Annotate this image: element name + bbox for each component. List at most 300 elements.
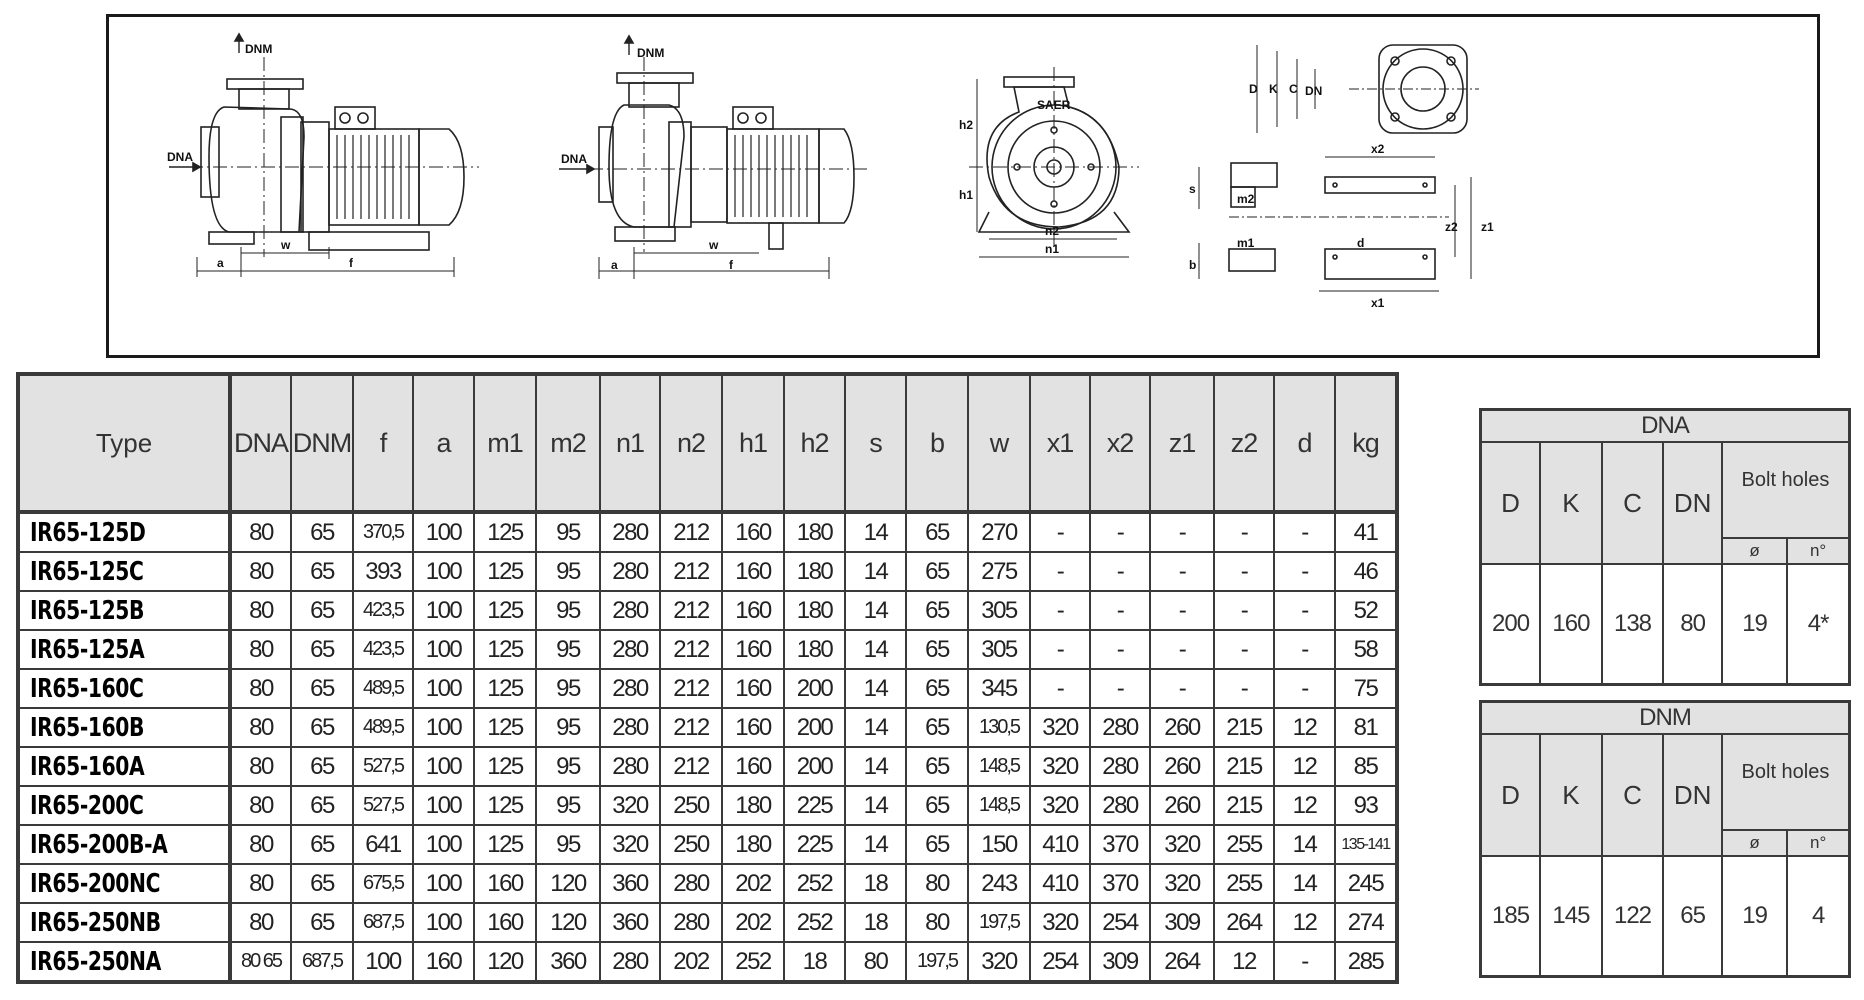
cell-n2: 202 <box>660 942 722 982</box>
cell-b: 65 <box>906 669 968 708</box>
dna-label-1: DNA <box>167 150 193 164</box>
cell-n1: 280 <box>600 747 660 786</box>
cell-kg: 93 <box>1335 786 1397 825</box>
cell-h2: 225 <box>784 786 845 825</box>
cell-m2: 95 <box>536 630 600 669</box>
cell-kg: 41 <box>1335 512 1397 552</box>
dna-col-DN: DN <box>1663 442 1722 564</box>
dnm-label-1: DNM <box>245 42 273 56</box>
cell-x2: 370 <box>1090 825 1150 864</box>
cell-d: 12 <box>1274 903 1335 942</box>
cell-w: 270 <box>968 512 1030 552</box>
cell-d: 12 <box>1274 708 1335 747</box>
pump-type-label: IR65-250NB <box>30 907 161 938</box>
cell-z1: 260 <box>1150 708 1214 747</box>
cell-f: 675,5 <box>353 864 413 903</box>
cell-w: 305 <box>968 591 1030 630</box>
cell-dna: 80 <box>230 708 291 747</box>
dna-value-C: 138 <box>1602 564 1664 685</box>
cell-b: 65 <box>906 825 968 864</box>
dna-bolt-diameter-header: ø <box>1722 538 1787 564</box>
cell-a: 100 <box>413 903 474 942</box>
cell-m1: 125 <box>474 669 536 708</box>
table-header-row <box>18 374 1397 512</box>
cell-m2: 120 <box>536 864 600 903</box>
cell-m1: 125 <box>474 512 536 552</box>
cell-s: 14 <box>845 630 906 669</box>
cell-m2: 95 <box>536 669 600 708</box>
cell-f: 423,5 <box>353 591 413 630</box>
col-header-kg: kg <box>1335 374 1397 512</box>
dna-value-bolt-count: 4* <box>1787 564 1849 685</box>
cell-a: 100 <box>413 669 474 708</box>
cell-n2: 280 <box>660 903 722 942</box>
pump-type-cell <box>18 747 230 786</box>
col-header-n1: n1 <box>600 374 660 512</box>
pump-type-label: IR65-160C <box>30 673 144 704</box>
cell-x2: 280 <box>1090 708 1150 747</box>
cell-x1: - <box>1030 669 1090 708</box>
cell-n1: 360 <box>600 864 660 903</box>
dna-flange-table <box>1479 408 1851 686</box>
cell-b: 80 <box>906 903 968 942</box>
dna-value-DN: 80 <box>1663 564 1722 685</box>
cell-n1: 280 <box>600 630 660 669</box>
cell-dnm: 65 <box>291 512 353 552</box>
cell-x1: 320 <box>1030 708 1090 747</box>
dim-h2: h2 <box>959 118 974 132</box>
cell-x2: 280 <box>1090 786 1150 825</box>
dna-col-D: D <box>1481 442 1541 564</box>
cell-a: 100 <box>413 747 474 786</box>
dim-DN: DN <box>1305 84 1323 98</box>
pump-type-cell <box>18 708 230 747</box>
cell-s: 14 <box>845 512 906 552</box>
cell-m2: 95 <box>536 825 600 864</box>
cell-d: 14 <box>1274 825 1335 864</box>
col-header-h2: h2 <box>784 374 845 512</box>
pump-type-cell <box>18 864 230 903</box>
dnm-value-bolt-diameter: 19 <box>1722 856 1787 977</box>
dim-m1: m1 <box>1237 236 1255 250</box>
cell-dnm: 65 <box>291 708 353 747</box>
cell-z2: - <box>1214 630 1274 669</box>
cell-n1: 360 <box>600 903 660 942</box>
cell-a: 100 <box>413 552 474 591</box>
pump-type-label: IR65-125A <box>30 634 145 665</box>
cell-s: 14 <box>845 786 906 825</box>
cell-dnm: 65 <box>291 591 353 630</box>
cell-h2: 180 <box>784 630 845 669</box>
cell-f: 527,5 <box>353 747 413 786</box>
cell-x1: 254 <box>1030 942 1090 982</box>
pump-type-cell <box>18 825 230 864</box>
cell-dnm: 65 <box>291 864 353 903</box>
pump-type-label: IR65-160B <box>30 712 145 743</box>
cell-n2: 250 <box>660 825 722 864</box>
cell-x2: - <box>1090 630 1150 669</box>
cell-x2: 254 <box>1090 903 1150 942</box>
cell-a: 100 <box>413 630 474 669</box>
cell-d: - <box>1274 512 1335 552</box>
cell-m2: 95 <box>536 708 600 747</box>
cell-z2: 215 <box>1214 708 1274 747</box>
cell-dnm: 65 <box>291 552 353 591</box>
cell-n2: 212 <box>660 669 722 708</box>
dim-a-1: a <box>217 256 224 270</box>
dim-x2: x2 <box>1371 142 1385 156</box>
cell-w: 150 <box>968 825 1030 864</box>
cell-z1: - <box>1150 591 1214 630</box>
cell-n1: 320 <box>600 786 660 825</box>
cell-d: - <box>1274 630 1335 669</box>
cell-h2: 200 <box>784 708 845 747</box>
technical-drawing-panel <box>106 14 1820 358</box>
cell-d: - <box>1274 552 1335 591</box>
cell-a: 100 <box>413 708 474 747</box>
table-row <box>18 942 1397 982</box>
cell-x1: 320 <box>1030 903 1090 942</box>
cell-f: 687,5 <box>353 903 413 942</box>
cell-h2: 180 <box>784 591 845 630</box>
cell-n2: 212 <box>660 552 722 591</box>
dim-m2: m2 <box>1237 192 1255 206</box>
cell-a: 100 <box>413 786 474 825</box>
dim-w-1: w <box>281 238 291 252</box>
pump-type-cell <box>18 942 230 982</box>
cell-d: - <box>1274 669 1335 708</box>
cell-w: 345 <box>968 669 1030 708</box>
cell-b: 65 <box>906 708 968 747</box>
cell-h2: 180 <box>784 552 845 591</box>
cell-z1: 264 <box>1150 942 1214 982</box>
cell-dnm: 65 <box>291 903 353 942</box>
cell-b: 65 <box>906 512 968 552</box>
cell-x2: - <box>1090 552 1150 591</box>
cell-z1: - <box>1150 669 1214 708</box>
cell-h1: 180 <box>722 786 784 825</box>
cell-x1: 410 <box>1030 864 1090 903</box>
dim-w-2: w <box>709 238 719 252</box>
cell-dna: 80 <box>230 630 291 669</box>
table-row <box>18 708 1397 747</box>
dna-value-D: 200 <box>1481 564 1541 685</box>
dna-values-row <box>1481 564 1850 685</box>
cell-m2: 95 <box>536 591 600 630</box>
col-header-d: d <box>1274 374 1335 512</box>
cell-z1: - <box>1150 630 1214 669</box>
cell-b: 197,5 <box>906 942 968 982</box>
cell-h1: 160 <box>722 669 784 708</box>
saer-mark: SAER <box>1037 98 1071 112</box>
cell-h2: 200 <box>784 669 845 708</box>
cell-dnm: 65 <box>291 786 353 825</box>
cell-kg: 85 <box>1335 747 1397 786</box>
cell-x2: 370 <box>1090 864 1150 903</box>
cell-m2: 95 <box>536 786 600 825</box>
cell-n1: 280 <box>600 669 660 708</box>
cell-x1: - <box>1030 552 1090 591</box>
cell-dna: 80 <box>230 903 291 942</box>
cell-h2: 180 <box>784 512 845 552</box>
dna-bolt-holes-header: Bolt holes <box>1722 442 1850 538</box>
col-header-dnm: DNM <box>291 374 353 512</box>
cell-m1: 160 <box>474 903 536 942</box>
dnm-table-title: DNM <box>1481 702 1850 735</box>
dnm-col-K: K <box>1540 734 1602 856</box>
dnm-value-K: 145 <box>1540 856 1602 977</box>
cell-x1: - <box>1030 512 1090 552</box>
cell-m2: 95 <box>536 552 600 591</box>
cell-f: 393 <box>353 552 413 591</box>
cell-m2: 120 <box>536 903 600 942</box>
cell-dna: 80 <box>230 786 291 825</box>
cell-m2: 95 <box>536 747 600 786</box>
cell-m2: 95 <box>536 512 600 552</box>
table-row <box>18 669 1397 708</box>
pump-type-label: IR65-160A <box>30 751 145 782</box>
cell-z2: 255 <box>1214 825 1274 864</box>
cell-z1: - <box>1150 512 1214 552</box>
cell-b: 65 <box>906 786 968 825</box>
pump-dimension-drawings <box>109 17 1817 355</box>
cell-x1: - <box>1030 591 1090 630</box>
pump-type-label: IR65-125B <box>30 595 145 626</box>
cell-h1: 252 <box>722 942 784 982</box>
dim-h1: h1 <box>959 188 974 202</box>
cell-x2: 280 <box>1090 747 1150 786</box>
cell-z2: - <box>1214 591 1274 630</box>
cell-m1: 125 <box>474 591 536 630</box>
dnm-bolt-count-header: n° <box>1787 830 1849 856</box>
cell-x2: 309 <box>1090 942 1150 982</box>
pump-dimensions-table <box>16 372 1399 984</box>
table-row <box>18 591 1397 630</box>
cell-h1: 160 <box>722 552 784 591</box>
cell-w: 148,5 <box>968 747 1030 786</box>
dnm-flange-table <box>1479 700 1851 978</box>
cell-w: 130,5 <box>968 708 1030 747</box>
dim-f-1: f <box>349 256 353 270</box>
col-header-dna: DNA <box>230 374 291 512</box>
dim-D: D <box>1249 82 1258 96</box>
cell-dna: 80 <box>230 864 291 903</box>
cell-kg: 75 <box>1335 669 1397 708</box>
cell-n2: 212 <box>660 591 722 630</box>
cell-h1: 160 <box>722 630 784 669</box>
cell-n1: 280 <box>600 512 660 552</box>
col-header-x1: x1 <box>1030 374 1090 512</box>
cell-kg: 81 <box>1335 708 1397 747</box>
dim-s: s <box>1189 182 1196 196</box>
col-header-b: b <box>906 374 968 512</box>
dna-label-2: DNA <box>561 152 587 166</box>
dim-a-2: a <box>611 258 618 272</box>
cell-w: 148,5 <box>968 786 1030 825</box>
cell-b: 65 <box>906 591 968 630</box>
col-header-m1: m1 <box>474 374 536 512</box>
cell-h2: 252 <box>784 903 845 942</box>
cell-d: 14 <box>1274 864 1335 903</box>
dnm-value-D: 185 <box>1481 856 1541 977</box>
cell-n2: 212 <box>660 512 722 552</box>
pump-type-cell <box>18 552 230 591</box>
dna-bolt-count-header: n° <box>1787 538 1849 564</box>
cell-n1: 320 <box>600 825 660 864</box>
cell-f: 370,5 <box>353 512 413 552</box>
col-header-a: a <box>413 374 474 512</box>
dim-C: C <box>1289 82 1298 96</box>
cell-z2: 215 <box>1214 786 1274 825</box>
cell-s: 14 <box>845 825 906 864</box>
pump-type-label: IR65-125D <box>30 517 146 548</box>
table-row <box>18 747 1397 786</box>
cell-b: 65 <box>906 747 968 786</box>
dim-f-2: f <box>729 258 733 272</box>
cell-h1: 180 <box>722 825 784 864</box>
col-header-h1: h1 <box>722 374 784 512</box>
cell-z1: 320 <box>1150 864 1214 903</box>
dnm-values-row <box>1481 856 1850 977</box>
table-row <box>18 825 1397 864</box>
dnm-value-DN: 65 <box>1663 856 1722 977</box>
cell-h1: 160 <box>722 512 784 552</box>
cell-a: 100 <box>413 825 474 864</box>
cell-a: 100 <box>413 864 474 903</box>
cell-w: 197,5 <box>968 903 1030 942</box>
cell-a: 160 <box>413 942 474 982</box>
cell-s: 14 <box>845 552 906 591</box>
cell-s: 14 <box>845 591 906 630</box>
table-row <box>18 786 1397 825</box>
col-header-z2: z2 <box>1214 374 1274 512</box>
cell-h1: 160 <box>722 591 784 630</box>
cell-f: 489,5 <box>353 708 413 747</box>
cell-b: 65 <box>906 630 968 669</box>
col-header-s: s <box>845 374 906 512</box>
cell-dna: 80 <box>230 747 291 786</box>
cell-h2: 252 <box>784 864 845 903</box>
pump-type-cell <box>18 786 230 825</box>
cell-d: 12 <box>1274 747 1335 786</box>
cell-z1: 260 <box>1150 747 1214 786</box>
cell-dnm: 65 <box>291 630 353 669</box>
dna-col-K: K <box>1540 442 1602 564</box>
pump-type-label: IR65-200C <box>30 790 144 821</box>
dnm-col-DN: DN <box>1663 734 1722 856</box>
cell-d: - <box>1274 591 1335 630</box>
dnm-bolt-holes-header: Bolt holes <box>1722 734 1850 830</box>
cell-m1: 120 <box>474 942 536 982</box>
dna-table-title: DNA <box>1481 410 1850 443</box>
cell-d: - <box>1274 942 1335 982</box>
pump-type-cell <box>18 630 230 669</box>
cell-b: 80 <box>906 864 968 903</box>
cell-n1: 280 <box>600 708 660 747</box>
cell-z1: 320 <box>1150 825 1214 864</box>
cell-s: 14 <box>845 669 906 708</box>
cell-s: 14 <box>845 747 906 786</box>
cell-n2: 250 <box>660 786 722 825</box>
cell-kg: 58 <box>1335 630 1397 669</box>
dim-K: K <box>1269 82 1278 96</box>
cell-m2: 360 <box>536 942 600 982</box>
table-row <box>18 630 1397 669</box>
pump-type-cell <box>18 591 230 630</box>
col-header-n2: n2 <box>660 374 722 512</box>
pump-type-cell <box>18 903 230 942</box>
dnm-value-C: 122 <box>1602 856 1664 977</box>
pump-type-cell <box>18 512 230 552</box>
cell-s: 18 <box>845 903 906 942</box>
cell-n1: 280 <box>600 942 660 982</box>
pump-type-label: IR65-125C <box>30 556 144 587</box>
cell-m1: 160 <box>474 864 536 903</box>
cell-z1: - <box>1150 552 1214 591</box>
pump-type-label: IR65-200B-A <box>30 829 168 860</box>
cell-m1: 125 <box>474 708 536 747</box>
dna-value-K: 160 <box>1540 564 1602 685</box>
cell-a: 100 <box>413 512 474 552</box>
cell-z2: 255 <box>1214 864 1274 903</box>
dna-value-bolt-diameter: 19 <box>1722 564 1787 685</box>
cell-h2: 18 <box>784 942 845 982</box>
cell-f: 423,5 <box>353 630 413 669</box>
cell-h2: 225 <box>784 825 845 864</box>
dim-n2: n2 <box>1045 224 1060 238</box>
cell-kg: 46 <box>1335 552 1397 591</box>
cell-dna: 80 65 <box>230 942 291 982</box>
cell-dnm: 687,5 <box>291 942 353 982</box>
cell-n2: 212 <box>660 747 722 786</box>
cell-dna: 80 <box>230 512 291 552</box>
dim-b: b <box>1189 258 1197 272</box>
cell-dnm: 65 <box>291 669 353 708</box>
dnm-value-bolt-count: 4 <box>1787 856 1849 977</box>
col-header-x2: x2 <box>1090 374 1150 512</box>
dim-z2: z2 <box>1445 220 1458 234</box>
cell-w: 243 <box>968 864 1030 903</box>
cell-a: 100 <box>413 591 474 630</box>
cell-m1: 125 <box>474 630 536 669</box>
cell-dnm: 65 <box>291 747 353 786</box>
cell-dna: 80 <box>230 669 291 708</box>
cell-w: 305 <box>968 630 1030 669</box>
cell-h1: 160 <box>722 747 784 786</box>
cell-z2: 215 <box>1214 747 1274 786</box>
dna-col-C: C <box>1602 442 1664 564</box>
cell-s: 18 <box>845 864 906 903</box>
cell-z2: 12 <box>1214 942 1274 982</box>
cell-s: 14 <box>845 708 906 747</box>
cell-f: 489,5 <box>353 669 413 708</box>
cell-h1: 202 <box>722 864 784 903</box>
cell-m1: 125 <box>474 786 536 825</box>
cell-m1: 125 <box>474 552 536 591</box>
cell-kg: 285 <box>1335 942 1397 982</box>
dnm-col-C: C <box>1602 734 1664 856</box>
table-row <box>18 903 1397 942</box>
cell-f: 527,5 <box>353 786 413 825</box>
pump-side-view-1 <box>169 34 479 277</box>
table-row <box>18 552 1397 591</box>
dnm-col-D: D <box>1481 734 1541 856</box>
cell-w: 320 <box>968 942 1030 982</box>
pump-type-cell <box>18 669 230 708</box>
cell-n2: 212 <box>660 630 722 669</box>
cell-w: 275 <box>968 552 1030 591</box>
cell-z1: 260 <box>1150 786 1214 825</box>
